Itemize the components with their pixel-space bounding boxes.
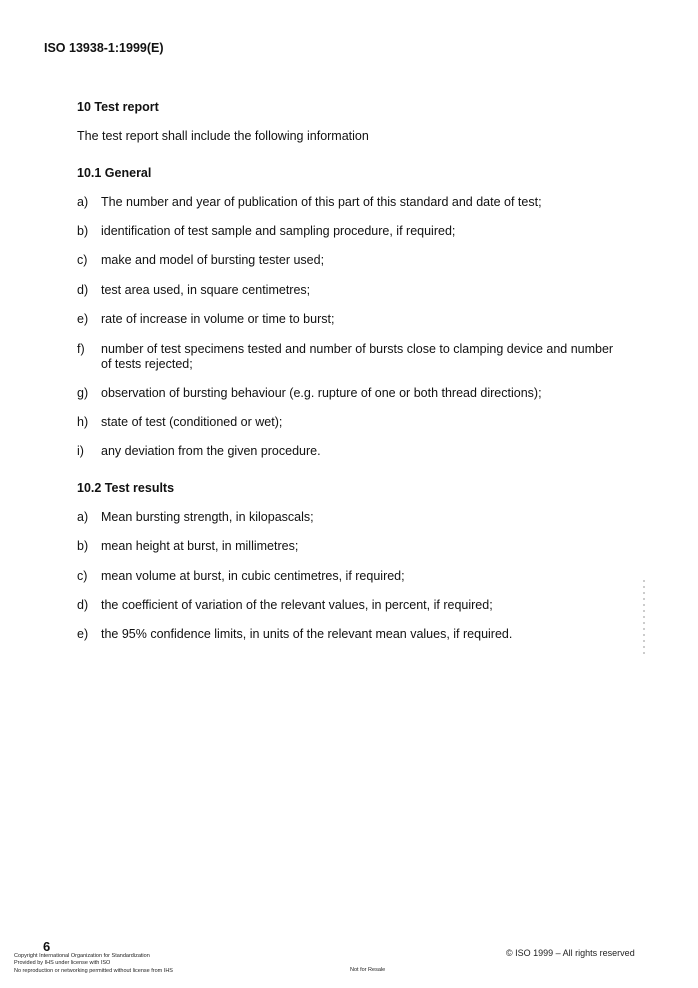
list-label: e) (77, 627, 89, 641)
list-label: a) (77, 195, 89, 209)
list-item (77, 627, 617, 642)
list-text: any deviation from the given procedure. (101, 444, 321, 458)
list-label: b) (77, 224, 89, 238)
list-label: f) (77, 342, 85, 356)
list-item (77, 312, 617, 327)
list-text: observation of bursting behaviour (e.g. rupture of one or both thread directions); (101, 386, 542, 400)
list-item (77, 598, 617, 613)
list-text: number of test specimens tested and number of bursts close to clamping device and number of tests rejected; (101, 342, 614, 371)
list-label: b) (77, 539, 89, 553)
copyright-line: Copyright International Organization for Standardization (14, 953, 150, 959)
not-for-resale: Not for Resale (350, 967, 386, 973)
list-text: The number and year of publication of this part of this standard and date of test; (101, 195, 542, 209)
section-title: 10 Test report (77, 100, 159, 114)
list-text: test area used, in square centimetres; (101, 283, 311, 297)
list-item (77, 510, 617, 525)
list-item (77, 444, 617, 459)
list-text: identification of test sample and sampling procedure, if required; (101, 224, 456, 238)
list-label: e) (77, 312, 89, 326)
list-text: Mean bursting strength, in kilopascals; (101, 510, 314, 524)
subsection-title-general: 10.1 General (77, 166, 152, 180)
copyright-notice (14, 953, 173, 975)
list-item (77, 195, 617, 210)
list-label: i) (77, 444, 84, 458)
list-text: the 95% confidence limits, in units of the relevant mean values, if required. (101, 627, 513, 641)
list-item (77, 283, 617, 298)
list-item (77, 342, 617, 372)
list-text: mean height at burst, in millimetres; (101, 539, 299, 553)
list-item (77, 224, 617, 239)
list-text: rate of increase in volume or time to burst; (101, 312, 335, 326)
list-label: g) (77, 386, 89, 400)
list-label: d) (77, 283, 89, 297)
copyright-line: No reproduction or networking permitted without license from IHS (14, 967, 173, 974)
rights-reserved: © ISO 1999 – All rights reserved (506, 948, 635, 958)
list-item (77, 539, 617, 554)
page-number: 6 (43, 939, 51, 954)
list-label: h) (77, 415, 89, 429)
list-label: c) (77, 569, 88, 583)
list-label: c) (77, 253, 88, 267)
list-item (77, 415, 617, 430)
list-text: state of test (conditioned or wet); (101, 415, 283, 429)
subsection-title-results: 10.2 Test results (77, 481, 175, 495)
list-item (77, 253, 617, 268)
list-item (77, 569, 617, 584)
list-item (77, 386, 617, 401)
copyright-line: Provided by IHS under license with ISO (14, 960, 111, 967)
margin-watermark (643, 580, 645, 655)
document-id: ISO 13938-1:1999(E) (44, 41, 164, 55)
list-label: a) (77, 510, 89, 524)
list-text: the coefficient of variation of the relevant values, in percent, if required; (101, 598, 493, 612)
list-text: mean volume at burst, in cubic centimetres, if required; (101, 569, 405, 583)
section-intro: The test report shall include the following information (77, 129, 369, 143)
list-text: make and model of bursting tester used; (101, 253, 325, 267)
list-label: d) (77, 598, 89, 612)
